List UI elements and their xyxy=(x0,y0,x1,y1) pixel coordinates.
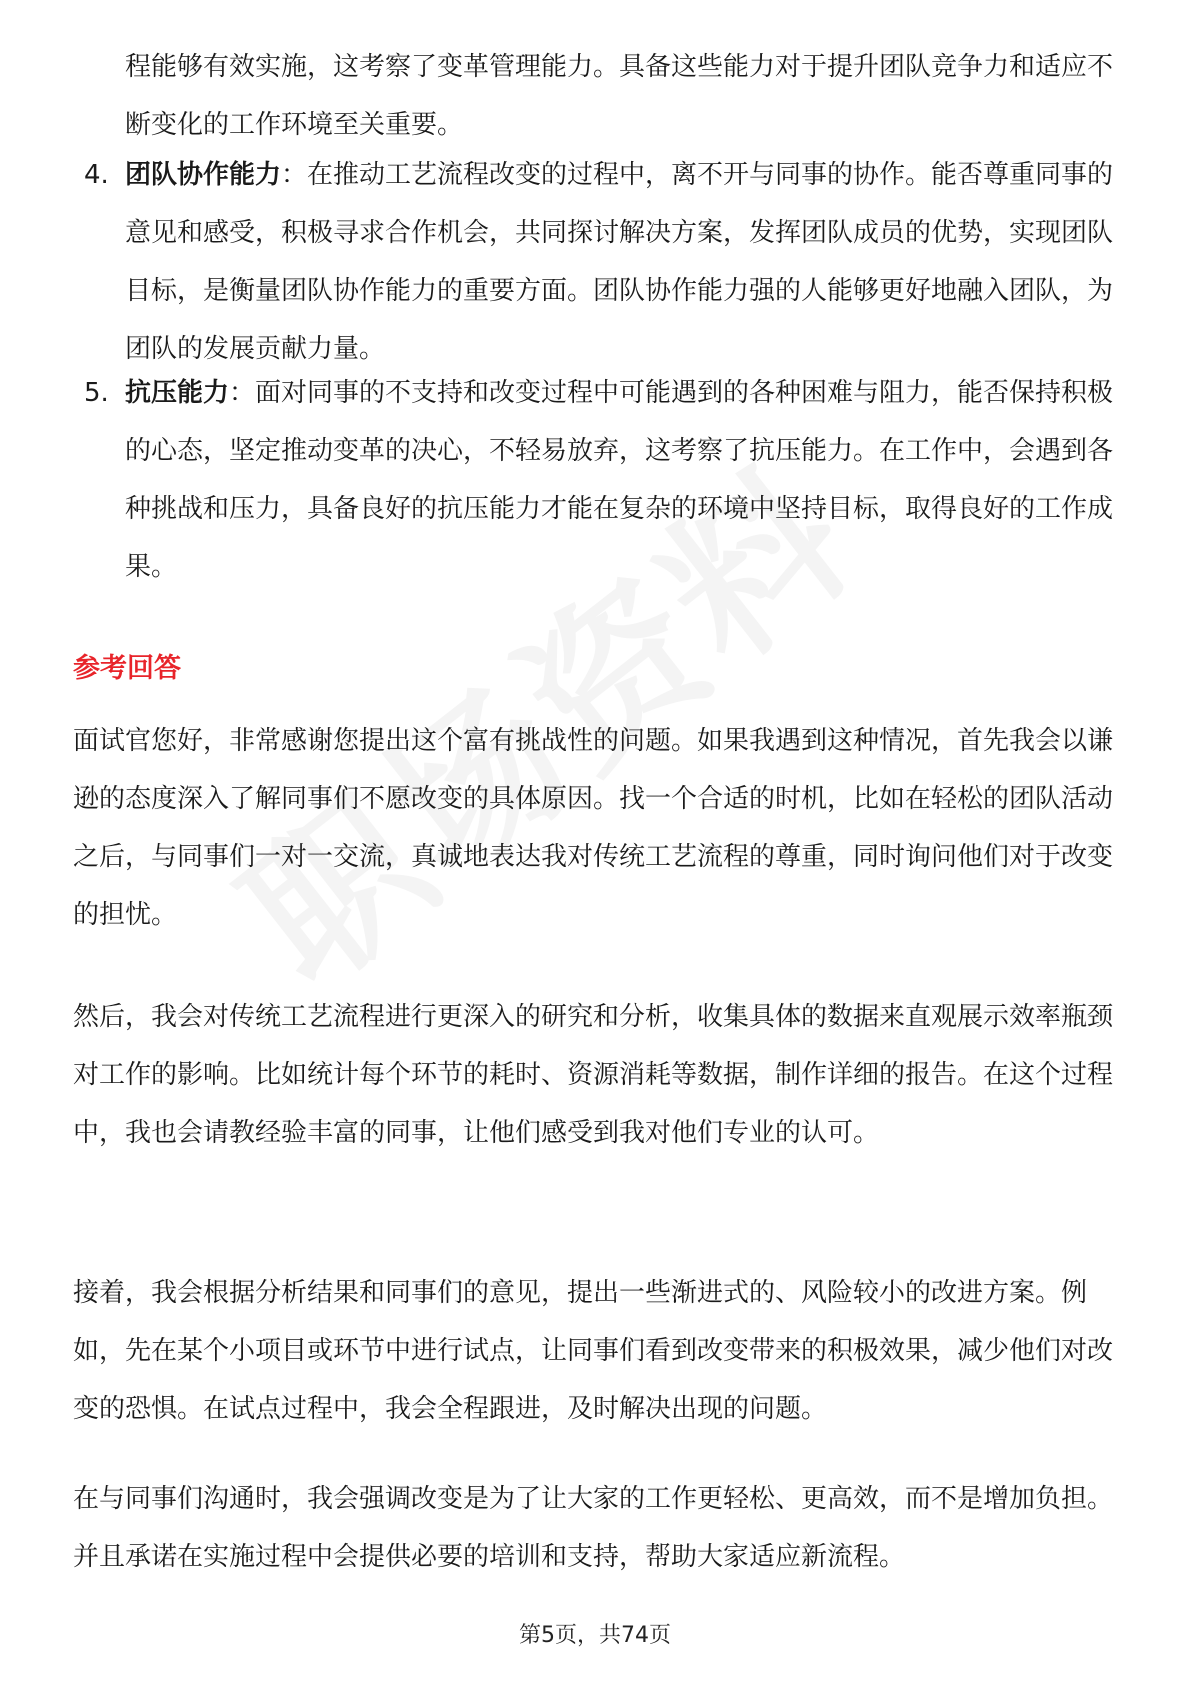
list-content xyxy=(125,146,1118,378)
list-text: 面对同事的不支持和改变过程中可能遇到的各种困难与阻力，能否保持积极的心态，坚定推动变革的决心，不轻易放弃，这考察了抗压能力。在工作中，会遇到各种挑战和压力，具备良好的抗压能力才能在复杂的环境中坚持目标，取得良好的工作成果。 xyxy=(125,378,1114,582)
list-number: 5. xyxy=(84,378,109,408)
intro-continuation: 程能够有效实施，这考察了变革管理能力。具备这些能力对于提升团队竞争力和适应不断变化的工作环境至关重要。 xyxy=(125,52,1114,140)
list-separator: ： xyxy=(281,160,308,190)
list-term: 抗压能力 xyxy=(125,378,230,408)
list-separator: ： xyxy=(229,378,256,408)
paragraph: 在与同事们沟通时，我会强调改变是为了让大家的工作更轻松、更高效，而不是增加负担。并且承诺在实施过程中会提供必要的培训和支持，帮助大家适应新流程。 xyxy=(73,1484,1114,1572)
list-term: 团队协作能力 xyxy=(125,160,282,190)
paragraph: 然后，我会对传统工艺流程进行更深入的研究和分析，收集具体的数据来直观展示效率瓶颈对工作的影响。比如统计每个环节的耗时、资源消耗等数据，制作详细的报告。在这个过程中，我也会请教经验丰富的同事，让他们感受到我对他们专业的认可。 xyxy=(73,1002,1114,1148)
paragraph: 面试官您好，非常感谢您提出这个富有挑战性的问题。如果我遇到这种情况，首先我会以谦逊的态度深入了解同事们不愿改变的具体原因。找一个合适的时机，比如在轻松的团队活动之后，与同事们一对一交流，真诚地表达我对传统工艺流程的尊重，同时询问他们对于改变的担忧。 xyxy=(73,726,1114,930)
list-text: 在推动工艺流程改变的过程中，离不开与同事的协作。能否尊重同事的意见和感受，积极寻求合作机会，共同探讨解决方案，发挥团队成员的优势，实现团队目标，是衡量团队协作能力的重要方面。团队协作能力强的人能够更好地融入团队，为团队的发展贡献力量。 xyxy=(125,160,1114,364)
list-item-5 xyxy=(73,364,1118,596)
paragraph: 接着，我会根据分析结果和同事们的意见，提出一些渐进式的、风险较小的改进方案。例如，先在某个小项目或环节中进行试点，让同事们看到改变带来的积极效果，减少他们对改变的恐惧。在试点过程中，我会全程跟进，及时解决出现的问题。 xyxy=(73,1278,1114,1424)
list-content xyxy=(125,364,1118,596)
list-number: 4. xyxy=(84,160,109,190)
page-footer: 第5页，共74页 xyxy=(519,1623,671,1648)
list-item-4 xyxy=(73,146,1118,378)
section-title: 参考回答 xyxy=(73,653,181,684)
